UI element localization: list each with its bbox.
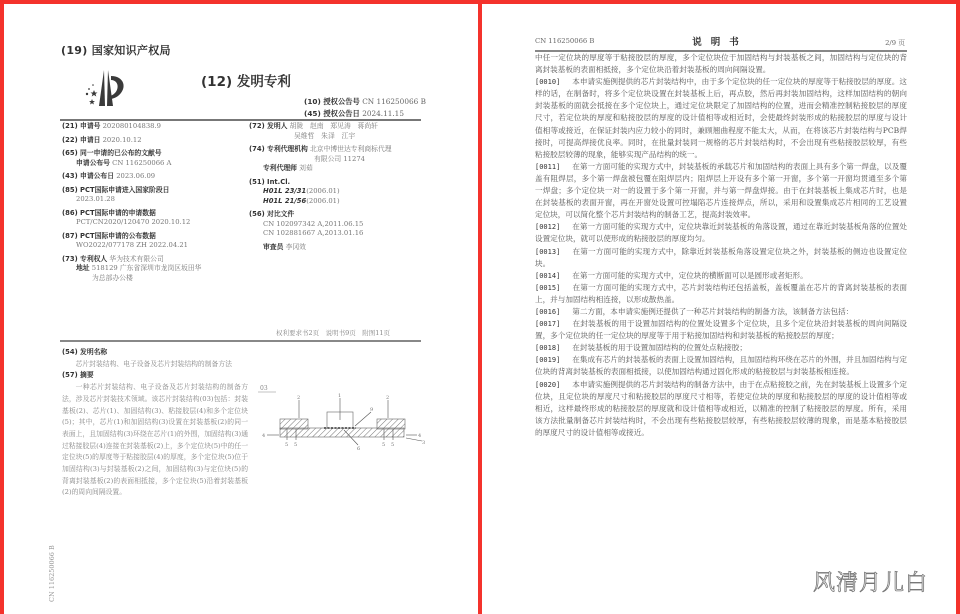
same-app-pub-label: (65) 同一申请的已公布的文献号 xyxy=(62,149,162,157)
inventors-label: (72) 发明人 xyxy=(249,122,288,130)
paragraph-number: [0010] xyxy=(535,78,561,87)
pct-app-data: PCT/CN2020/120470 2020.10.12 xyxy=(76,218,191,226)
app-no-label: (21) 申请号 xyxy=(62,122,101,130)
svg-text:1: 1 xyxy=(338,393,342,399)
paragraph-0013 xyxy=(535,246,907,270)
agency-label: (74) 专利代理机构 xyxy=(249,145,308,153)
inventors-line1: 胡陇 赵南 郑见涛 蒋尚轩 xyxy=(289,122,378,130)
paragraph-text: 在第一方面可能的实现方式中，定位块的横断面可以是圆形或者矩形。 xyxy=(572,270,808,280)
pct-national-date: 2023.01.28 xyxy=(76,195,115,203)
app-date: 2020.10.12 xyxy=(102,135,142,144)
paragraph-text: 本申请实施例提供的芯片封装结构的制备方法中，由于在点粘接胶之前，先在封装基板上设置多个定位块，且定位块的厚度尺寸和粘接胶层的厚度尺寸相等，若使定位块的厚度和粘接胶层的厚度的设计值相等或相近，这样最终形成的粘接胶层的厚度就和设计值相等或相近，以精准的控制了粘接胶层的厚度。所有，采用该方法批量制备芯片封装结构时，不会出现有些粘接胶层较厚，有些粘接胶层较薄的现象，而是基本粘接胶层的厚度尺寸的设计值相等或接近。 xyxy=(535,379,907,437)
description-body xyxy=(535,52,907,439)
grant-pub-date: 2024.11.15 xyxy=(362,109,404,118)
paragraph-0015 xyxy=(535,282,907,306)
svg-text:4: 4 xyxy=(262,433,266,439)
reference-item: CN 102097342 A,2011.06.15 xyxy=(263,219,364,228)
figure-label: 03 xyxy=(260,385,268,392)
pct-pub-label: (87) PCT国际申请的公布数据 xyxy=(62,231,156,240)
inventors-line2: 吴维哲 朱泽 江宇 xyxy=(294,131,356,140)
patent-cover-page xyxy=(4,4,478,614)
paragraph-0019 xyxy=(535,354,907,378)
agency-line1: 北京中博世达专利商标代理 xyxy=(310,145,392,153)
cnipa-logo-icon xyxy=(84,68,128,108)
app-pub-date: 2023.06.09 xyxy=(116,172,156,180)
lead-paragraph: 中任一定位块的厚度等于粘接胶层的厚度，多个定位块位于加固结构与封装基板之间，加固结构与定位块的背离封装基板的表面相抵接，多个定位块沿着封装基板的周向间隔设置。 xyxy=(535,53,907,75)
patentee: 华为技术有限公司 xyxy=(109,254,164,263)
header-title: 说明书 xyxy=(692,37,748,48)
paragraph-text: 在第一方面可能的实现方式中，封装基板的承载芯片和加固结构的表面上具有多个第一焊盘，以及覆盖有阻焊层，多个第一焊盘被包覆在阻焊层内；阻焊层上开设有多个第一开窗，多个第一开窗均贯通至多个第一焊盘；多个定位块一对一的设置于多个第一开窗，并与第一焊盘焊接。由于在封装基板上集成芯片时，也是在封装基板的表面开窗，再在开窗处设置可控塌陷芯片连接焊点，所以，采用和设置集成芯片相同的工艺设置定位块，可以简化整个芯片封装结构的制备工艺，提高封装效率。 xyxy=(535,161,907,220)
paragraph-number: [0016] xyxy=(535,307,561,316)
svg-text:5: 5 xyxy=(294,442,298,448)
page-count: 权利要求书2页 说明书9页 附图11页 xyxy=(276,329,391,337)
office-name: (19) 国家知识产权局 xyxy=(61,44,171,57)
watermark: 风清月儿白 xyxy=(813,571,929,596)
header-doc-no: CN 116250066 B xyxy=(535,37,595,45)
paragraph-0010 xyxy=(535,76,907,161)
biblio-right-column xyxy=(249,122,424,256)
svg-text:5: 5 xyxy=(391,442,395,448)
reference-item: CN 102881667 A,2013.01.16 xyxy=(263,229,364,237)
app-no: 202080104838.9 xyxy=(102,122,161,130)
cross-section-figure xyxy=(256,380,434,450)
paragraph-text: 在第一方面可能的实现方式中，芯片封装结构还包括盖板，盖板覆盖在芯片的背离封装基板的表面上，并与加固结构相连接，以形成散热盖。 xyxy=(535,282,907,304)
address-line2: 为总部办公楼 xyxy=(92,273,133,282)
paragraph-0020 xyxy=(535,379,907,439)
svg-text:9: 9 xyxy=(370,407,374,413)
page-header xyxy=(535,34,905,48)
paragraph-number: [0020] xyxy=(535,380,561,389)
paragraph-0018 xyxy=(535,342,907,354)
paragraph-number: [0015] xyxy=(535,283,561,292)
grant-pub-no-label: (10) 授权公告号 xyxy=(304,97,360,106)
agency-line2: 有限公司 11274 xyxy=(314,154,365,163)
paragraph-text: 第二方面，本申请实施例还提供了一种芯片封装结构的制备方法，该制备方法包括： xyxy=(572,306,854,316)
examiner-label: 审查员 xyxy=(263,242,284,251)
paragraph-0011 xyxy=(535,161,907,221)
patentee-label: (73) 专利权人 xyxy=(62,254,108,263)
paragraph-number: [0012] xyxy=(535,223,561,232)
paragraph-0012 xyxy=(535,221,907,245)
svg-text:6: 6 xyxy=(357,446,361,450)
paragraph-text: 本申请实施例提供的芯片封装结构中，由于多个定位块的任一定位块的厚度等于粘接胶层的厚度。这样的话，在制备时，将多个定位块设置在封装基板上后，再点胶，然后再封装加固结构，这样加固结构的朝向封装基板的面就会抵接在多个定位块上，通过定位块限定了加固结构的位置，进而会精准控制粘接胶层的厚度尺寸，若定位块的厚度和粘接胶层的厚度的设计值相等或相近时，会使最终封装形成的粘接胶层的厚度与设计值相等或接近，在保证封装内应力较小的同时，兼顾翘曲程度不能太大，从而，在将该芯片封装结构与PCB焊接时，可提高焊接优良率。同时，在批量封装同一规格的芯片封装结构时，不会出现有些粘接胶层较厚，有些粘接胶层较薄的现象，能够实现产品结构的统一。 xyxy=(535,77,907,159)
svg-text:5: 5 xyxy=(285,442,289,448)
app-pub-no: CN 116250066 A xyxy=(112,158,172,167)
document-type: (12) 发明专利 xyxy=(201,74,291,90)
svg-text:3: 3 xyxy=(422,440,426,446)
int-cl-version: (2006.01) xyxy=(306,196,340,205)
agent: 刘茹 xyxy=(299,164,313,172)
pct-national-label: (85) PCT国际申请进入国家阶段日 xyxy=(62,185,170,194)
biblio-left-column xyxy=(62,122,242,287)
invention-title: 芯片封装结构、电子设备及芯片封装结构的制备方法 xyxy=(75,359,232,368)
paragraph-number: [0017] xyxy=(535,320,561,329)
app-pub-date-label: (43) 申请公布日 xyxy=(62,172,115,180)
app-pub-no-label: 申请公布号 xyxy=(76,158,110,167)
paragraph-number: [0014] xyxy=(535,271,561,280)
side-document-id: CN 116250066 B xyxy=(48,545,56,602)
grant-pub-no: CN 116250066 B xyxy=(362,97,426,106)
paragraph-text: 在封装基板的用于设置加固结构的位置处点粘接胶； xyxy=(572,343,747,353)
svg-text:2: 2 xyxy=(386,395,390,401)
int-cl-code: H01L 23/31 xyxy=(263,187,307,195)
top-rule xyxy=(60,119,421,121)
paragraph-number: [0013] xyxy=(535,247,561,256)
agent-label: 专利代理师 xyxy=(263,164,297,172)
pct-app-label: (86) PCT国际申请的申请数据 xyxy=(62,208,156,217)
paragraph-text: 在集成有芯片的封装基板的表面上设置加固结构，且加固结构环绕在芯片的外围，并且加固结构与定位块的背离封装基板的表面相抵接，以使加固结构通过固化形成的粘接胶层与封装基板相连接。 xyxy=(535,355,907,377)
app-date-label: (22) 申请日 xyxy=(62,135,101,144)
middle-rule xyxy=(60,340,421,342)
paragraph-0017 xyxy=(535,318,907,342)
address-label: 地址 xyxy=(76,264,90,272)
page-number: 2/9 页 xyxy=(885,39,905,47)
paragraph-0016 xyxy=(535,306,907,318)
publication-numbers xyxy=(304,96,426,120)
int-cl-label: (51) Int.Cl. xyxy=(249,177,291,186)
abstract-text: 一种芯片封装结构、电子设备及芯片封装结构的制备方法，涉及芯片封装技术领域。该芯片封装结构(03)包括：封装基板(2)、芯片(1)、加固结构(3)、粘接胶层(4)和多个定位块(5)；其中，芯片(1)和加固结构(3)设置在封装基板(2)的同一表面上，且加固结构(3)环绕在芯片(1)的外围，加固结构(3)通过粘接胶层(4)连接在封装基板(2)上，多个定位块(5)中的任一定位块(5)的厚度等于粘接胶层(4)的厚度，多个定位块(5)位于加固结构(3)与封装基板(2)之间，加固结构(3)与定位块(5)的背离封装基板(2)的表面相抵接，多个定位块(5)沿着封装基板(2)的周向间隔设置。 xyxy=(62,383,248,497)
address-line1: 518129 广东省深圳市龙岗区坂田华 xyxy=(91,264,202,272)
description-page xyxy=(482,4,956,614)
grant-pub-date-label: (45) 授权公告日 xyxy=(304,109,360,118)
svg-text:2: 2 xyxy=(297,395,301,401)
pct-pub-data: WO2022/077178 ZH 2022.04.21 xyxy=(76,241,188,249)
paragraph-text: 在封装基板的用于设置加固结构的位置处设置多个定位块，且多个定位块沿封装基板的周向间隔设置，多个定位块的任一定位块的厚度等于用于粘接加固结构和封装基板的粘接胶层的厚度； xyxy=(535,319,907,341)
abstract-label: (57) 摘要 xyxy=(62,371,94,380)
svg-text:5: 5 xyxy=(382,442,386,448)
paragraph-number: [0019] xyxy=(535,356,561,365)
svg-text:4: 4 xyxy=(418,433,422,439)
int-cl-version: (2006.01) xyxy=(306,187,340,195)
title-abstract-block xyxy=(62,347,248,499)
paragraph-text: 在第一方面可能的实现方式中，定位块靠近封装基板的角落设置，通过在靠近封装基板角落的位置处设置定位块，就可以使形成的粘接胶层的厚度均匀。 xyxy=(535,222,907,244)
examiner: 李冈效 xyxy=(285,242,306,251)
paragraph-0014 xyxy=(535,270,907,282)
title-label: (54) 发明名称 xyxy=(62,348,108,356)
references-label: (56) 对比文件 xyxy=(249,210,295,218)
paragraph-number: [0018] xyxy=(535,344,561,353)
int-cl-code: H01L 21/56 xyxy=(263,196,307,205)
paragraph-number: [0011] xyxy=(535,162,561,171)
paragraph-text: 在第一方面可能的实现方式中，除靠近封装基板角落设置定位块之外，封装基板的侧边也设置定位块。 xyxy=(535,246,907,268)
